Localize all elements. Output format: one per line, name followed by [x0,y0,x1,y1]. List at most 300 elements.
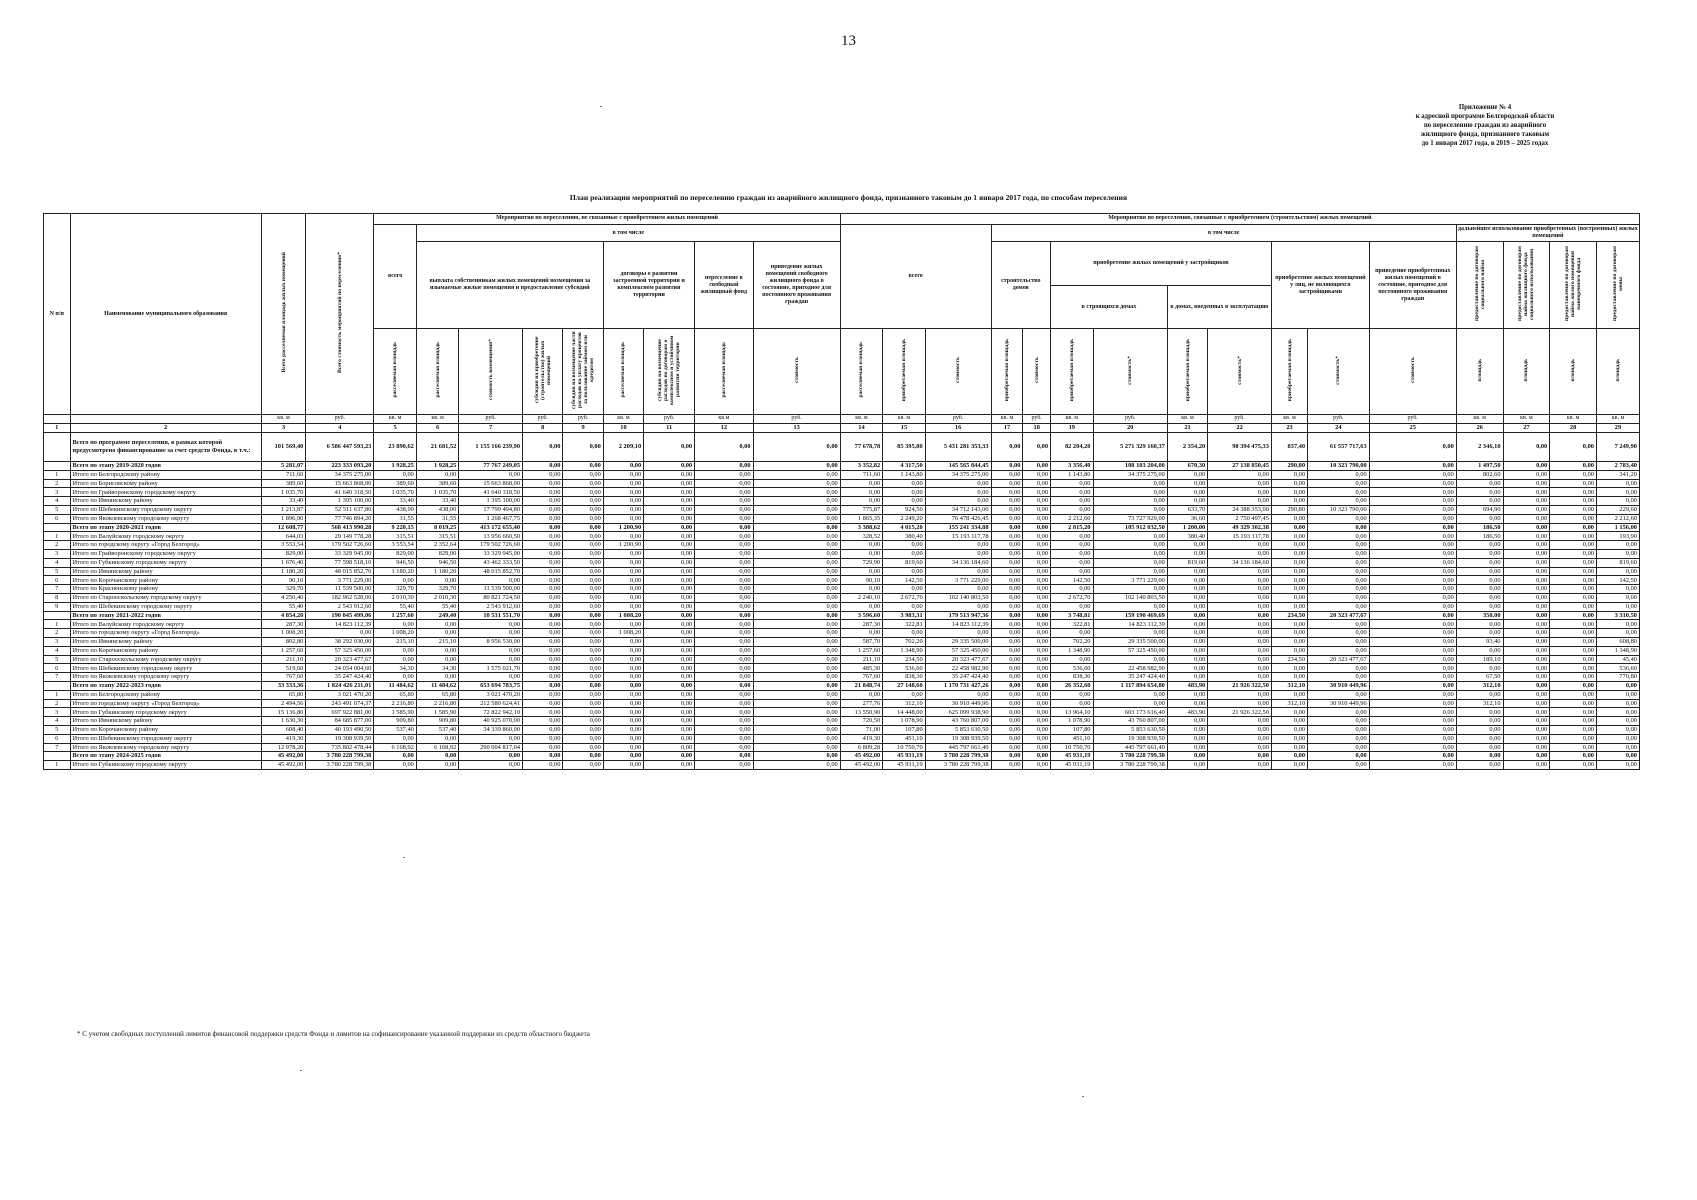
table-cell: 0,00 [925,585,991,594]
table-cell: 0,00 [644,637,695,646]
column-number: 9 [563,424,603,433]
scan-speck [1082,1096,1084,1097]
table-cell: 49 329 302,38 [1208,523,1272,532]
table-cell: 41 640 318,50 [459,488,523,497]
table-cell: 0,00 [1503,523,1550,532]
total-row [44,611,1640,620]
table-cell: 0,00 [523,602,563,611]
table-cell: 11 539 500,00 [459,585,523,594]
table-cell: 0,00 [459,470,523,479]
table-cell: 536,60 [1596,664,1639,673]
table-cell: 0,00 [1208,743,1272,752]
table-cell: 0,00 [1308,629,1370,638]
table-cell: 234,50 [883,655,925,664]
table-cell: 0,00 [1308,690,1370,699]
table-cell: 0,00 [563,532,603,541]
table-row [44,576,1640,585]
table-cell: 0,00 [1308,488,1370,497]
table-cell: 0,00 [1271,717,1307,726]
table-cell: 0,00 [883,629,925,638]
table-cell: 14 823 112,39 [306,620,374,629]
table-cell: 35 247 424,40 [925,673,991,682]
table-cell: 0,00 [603,567,643,576]
column-number: 8 [523,424,563,433]
table-cell: 0,00 [1051,699,1093,708]
table-cell: 0,00 [1023,717,1051,726]
table-cell: 0,00 [1023,462,1051,471]
table-cell: 0,00 [1503,479,1550,488]
header-total-area: Всего расселяемая площадь жилых помещений [261,214,306,415]
table-cell: 0,00 [603,734,643,743]
table-cell: 34 375 275,00 [306,470,374,479]
table-cell: 0,00 [1550,532,1597,541]
table-cell: 946,50 [374,558,416,567]
table-cell: 0,00 [1167,620,1207,629]
table-cell: 0,00 [644,470,695,479]
table-cell: 0,00 [603,699,643,708]
table-cell: 0,00 [603,505,643,514]
table-cell: 0,00 [1093,655,1167,664]
table-cell: 0,00 [695,637,753,646]
table-cell: 61 557 717,63 [1308,433,1370,462]
table-cell: 0,00 [563,752,603,761]
table-cell: 0,00 [1596,717,1639,726]
table-cell: 0,00 [1093,549,1167,558]
table-cell: 2 672,70 [1051,593,1093,602]
table-cell: 0,00 [1051,488,1093,497]
table-cell: 0,00 [1167,602,1207,611]
table-cell: 0,00 [753,725,840,734]
table-cell: 0,00 [644,681,695,690]
table-cell: 0,00 [563,743,603,752]
table-cell: 0,00 [1456,629,1503,638]
table-cell: 234,50 [1271,611,1307,620]
table-cell: 0,00 [563,593,603,602]
table-cell: 0,00 [1023,576,1051,585]
table-cell: 1 348,90 [1596,646,1639,655]
table-cell: 0,00 [991,629,1023,638]
table-cell: 0,00 [1456,576,1503,585]
table-cell: 20 323 477,67 [1308,611,1370,620]
table-cell: 43 760 807,00 [1093,717,1167,726]
table-cell: 24 388 353,00 [1208,505,1272,514]
table-cell: 1 170 731 427,26 [925,681,991,690]
table-cell: 0,00 [1167,734,1207,743]
table-cell: 287,30 [840,620,882,629]
table-cell: 0,00 [991,462,1023,471]
table-cell: 0,00 [563,611,603,620]
table-cell: 0,00 [1308,558,1370,567]
table-row [44,541,1640,550]
table-cell: 0,00 [1456,725,1503,734]
table-cell: 30 910 449,96 [925,699,991,708]
table-cell: 0,00 [1023,690,1051,699]
table-cell: 0,00 [1308,708,1370,717]
header-b-persons: приобретение жилых помещений у лиц, не являющихся застройщиками [1271,242,1369,329]
row-number: 2 [44,629,71,638]
table-cell: 568 413 990,28 [306,523,374,532]
table-cell: 0,00 [1023,479,1051,488]
table-cell: 829,00 [261,549,306,558]
table-cell: 0,00 [1167,479,1207,488]
table-cell: 0,00 [1308,541,1370,550]
table-cell: 0,00 [1308,593,1370,602]
table-cell: 0,00 [306,629,374,638]
table-cell: 2 010,30 [416,593,458,602]
table-cell: 0,00 [753,488,840,497]
table-cell: 229,60 [1596,505,1639,514]
row-number [44,462,71,471]
table-cell: 2 543 912,60 [459,602,523,611]
appendix-line: жилищного фонда, признанного таковым [1420,131,1550,138]
table-row [44,699,1640,708]
table-cell: 0,00 [1550,470,1597,479]
table-row [44,585,1640,594]
table-cell: 0,00 [563,433,603,462]
table-cell: 57 325 450,00 [925,646,991,655]
table-cell: 0,00 [644,433,695,462]
column-number: 16 [925,424,991,433]
table-cell: 45 492,00 [840,761,882,770]
table-cell: 193,90 [1596,532,1639,541]
table-cell: 0,00 [1023,497,1051,506]
table-cell: 23 890,62 [374,433,416,462]
table-cell: 1 824 426 211,01 [306,681,374,690]
table-cell: 0,00 [991,433,1023,462]
table-cell: 14 823 112,39 [925,620,991,629]
table-cell: 0,00 [1023,681,1051,690]
scan-speck [300,1070,302,1071]
table-cell: 0,00 [991,646,1023,655]
table-cell: 0,00 [695,549,753,558]
table-cell: 0,00 [523,576,563,585]
table-cell: 1 180,20 [416,567,458,576]
table-cell: 0,00 [1596,488,1639,497]
row-number: 5 [44,505,71,514]
table-cell: 0,00 [374,620,416,629]
table-cell: 3 771 229,00 [925,576,991,585]
subheader-cell: стоимость* [1308,329,1370,415]
table-cell: 0,00 [695,611,753,620]
table-cell: 0,00 [991,593,1023,602]
table-cell: 0,00 [991,717,1023,726]
table-cell: 1 180,20 [261,567,306,576]
subheader-cell: расселяемая площадь [416,329,458,415]
table-cell: 0,00 [695,488,753,497]
table-cell: 0,00 [1369,549,1456,558]
table-cell: 0,00 [753,637,840,646]
table-cell: 10 323 790,00 [1308,462,1370,471]
table-cell: 1 630,30 [261,717,306,726]
table-cell: 9 220,15 [374,523,416,532]
subheader-cell: стоимость [1023,329,1051,415]
table-cell: 419,30 [261,734,306,743]
table-cell: 0,00 [991,681,1023,690]
table-cell: 0,00 [1456,567,1503,576]
column-number: 1 [44,424,71,433]
table-cell: 0,00 [1271,479,1307,488]
table-cell: 603 173 616,40 [1093,708,1167,717]
table-cell: 0,00 [1503,690,1550,699]
header-b-dev-new: в строящихся домах [1051,286,1168,329]
table-cell: 102 140 803,50 [1093,593,1167,602]
municipality-name: Итого по Белгородскому району [70,690,261,699]
total-row [44,462,1640,471]
table-cell: 0,00 [1023,699,1051,708]
table-cell: 0,00 [1369,690,1456,699]
table-cell: 0,00 [644,541,695,550]
table-cell: 3 780 228 799,38 [306,752,374,761]
table-cell: 0,00 [695,620,753,629]
table-cell: 189,10 [1456,655,1503,664]
table-row [44,532,1640,541]
table-cell: 0,00 [883,497,925,506]
table-cell: 8 956 530,00 [459,637,523,646]
table-cell: 0,00 [753,514,840,523]
table-cell: 0,00 [563,462,603,471]
table-cell: 0,00 [1271,523,1307,532]
table-cell: 45 492,00 [261,752,306,761]
table-cell: 0,00 [1503,558,1550,567]
table-cell: 29 149 778,28 [306,532,374,541]
table-cell: 0,00 [1369,505,1456,514]
table-cell: 0,00 [563,761,603,770]
table-cell: 0,00 [563,637,603,646]
table-cell: 35 247 424,40 [1093,673,1167,682]
table-cell: 5 853 630,50 [925,725,991,734]
table-cell: 0,00 [1023,523,1051,532]
table-cell: 0,00 [1023,470,1051,479]
table-cell: 0,00 [1023,664,1051,673]
table-cell: 1 200,00 [1167,523,1207,532]
table-cell: 711,60 [840,470,882,479]
table-cell: 182 962 528,00 [306,593,374,602]
table-cell: 0,00 [459,673,523,682]
table-row [44,734,1640,743]
table-cell: 0,00 [644,558,695,567]
table-cell: 0,00 [1550,717,1597,726]
table-cell: 483,90 [1167,681,1207,690]
row-number [44,523,71,532]
table-cell: 0,00 [1456,541,1503,550]
table-cell: 1 200,90 [603,523,643,532]
column-number: 23 [1271,424,1307,433]
table-cell: 0,00 [695,602,753,611]
table-cell: 33,40 [374,497,416,506]
table-cell: 1 575 021,70 [459,664,523,673]
table-cell: 0,00 [1271,532,1307,541]
table-cell: 0,00 [1456,585,1503,594]
table-cell: 34,30 [374,664,416,673]
table-cell: 0,00 [753,664,840,673]
table-cell: 0,00 [603,620,643,629]
table-cell: 0,00 [753,505,840,514]
table-cell: 445 797 661,40 [925,743,991,752]
table-cell: 312,10 [1456,699,1503,708]
table-cell: 0,00 [1550,743,1597,752]
table-cell: 0,00 [1051,558,1093,567]
table-cell: 0,00 [753,558,840,567]
table-cell: 0,00 [1271,743,1307,752]
table-cell: 3 021 470,20 [306,690,374,699]
municipality-name: Итого по Корочанскому району [70,576,261,585]
table-cell: 0,00 [523,593,563,602]
table-cell: 0,00 [753,734,840,743]
table-cell: 0,00 [991,602,1023,611]
municipality-name: Итого по Грайворонскому городскому округу [70,549,261,558]
table-cell: 485,30 [840,664,882,673]
table-cell: 0,00 [1456,497,1503,506]
table-cell: 0,00 [1369,717,1456,726]
table-cell: 0,00 [1503,541,1550,550]
table-cell: 0,00 [374,734,416,743]
table-cell: 0,00 [753,681,840,690]
table-cell: 0,00 [1308,673,1370,682]
table-cell: 0,00 [1023,433,1051,462]
subheader-cell: расселяемая площадь [695,329,753,415]
table-cell: 1 008,20 [374,629,416,638]
table-cell: 0,00 [1550,462,1597,471]
table-cell: 102 140 803,50 [925,593,991,602]
table-cell: 0,00 [1208,646,1272,655]
table-cell: 0,00 [563,681,603,690]
table-cell: 1 268 467,75 [459,514,523,523]
table-cell: 0,00 [1208,673,1272,682]
table-cell: 45 931,19 [883,761,925,770]
table-cell: 0,00 [374,646,416,655]
table-cell: 1 008,20 [603,611,643,620]
row-number: 1 [44,761,71,770]
table-cell: 0,00 [644,479,695,488]
table-row [44,655,1640,664]
table-cell: 0,00 [753,497,840,506]
table-cell: 1 395 100,00 [459,497,523,506]
table-cell: 0,00 [644,664,695,673]
table-cell: 1 257,60 [374,611,416,620]
table-cell: 45 492,00 [840,752,882,761]
table-cell: 0,00 [416,752,458,761]
table-cell: 0,00 [925,567,991,576]
table-cell: 0,00 [1271,673,1307,682]
table-cell: 608,40 [261,725,306,734]
table-cell: 0,00 [1369,708,1456,717]
table-cell: 0,00 [1271,576,1307,585]
table-cell: 0,00 [991,699,1023,708]
table-cell: 0,00 [1503,532,1550,541]
table-cell: 0,00 [991,479,1023,488]
table-cell: 312,10 [1271,681,1307,690]
table-cell: 0,00 [991,576,1023,585]
unit-cell: кв. м [603,415,643,424]
table-cell: 0,00 [1369,462,1456,471]
table-cell: 0,00 [753,576,840,585]
table-cell: 0,00 [695,699,753,708]
table-cell: 3 780 228 799,38 [306,761,374,770]
table-cell: 1 676,40 [261,558,306,567]
municipality-name: Итого по Корочанскому району [70,646,261,655]
table-cell: 211,10 [261,655,306,664]
table-cell: 0,00 [1208,497,1272,506]
table-cell: 5 431 281 353,33 [925,433,991,462]
table-cell: 0,00 [695,743,753,752]
table-cell: 0,00 [1308,646,1370,655]
table-cell: 1 865,35 [840,514,882,523]
table-cell: 0,00 [1167,488,1207,497]
table-cell: 3 771 229,00 [1093,576,1167,585]
table-cell: 0,00 [459,629,523,638]
table-cell: 0,00 [1596,690,1639,699]
table-cell: 223 333 093,20 [306,462,374,471]
table-cell: 0,00 [563,734,603,743]
table-cell: 0,00 [1308,734,1370,743]
table-cell: 0,00 [1503,761,1550,770]
table-cell: 4 015,20 [883,523,925,532]
table-cell: 0,00 [603,752,643,761]
table-cell: 93,40 [1456,637,1503,646]
table-cell: 0,00 [459,646,523,655]
row-number: 7 [44,673,71,682]
table-cell: 1 896,90 [261,514,306,523]
table-cell: 12 608,77 [261,523,306,532]
table-row [44,558,1640,567]
table-cell: 145 565 844,45 [925,462,991,471]
table-cell: 0,00 [1456,593,1503,602]
table-row [44,673,1640,682]
table-cell: 0,00 [523,717,563,726]
table-cell: 0,00 [1051,567,1093,576]
table-cell: 0,00 [1369,637,1456,646]
table-cell: 0,00 [991,708,1023,717]
table-cell: 0,00 [523,752,563,761]
table-cell: 0,00 [1167,752,1207,761]
table-cell: 0,00 [695,752,753,761]
table-cell: 0,00 [1456,558,1503,567]
table-cell: 0,00 [1271,567,1307,576]
table-body [44,433,1640,770]
table-cell: 0,00 [991,523,1023,532]
table-cell: 0,00 [1550,576,1597,585]
table-cell: 0,00 [1550,690,1597,699]
table-cell: 0,00 [695,514,753,523]
column-number: 7 [459,424,523,433]
unit-cell: кв. м [883,415,925,424]
table-cell: 52 511 637,80 [306,505,374,514]
table-cell: 0,00 [1023,514,1051,523]
municipality-name: Итого по Валуйскому городскому округу [70,532,261,541]
table-cell: 0,00 [1208,752,1272,761]
table-cell: 0,00 [883,549,925,558]
table-cell: 2 249,20 [883,514,925,523]
table-cell: 653 694 783,75 [459,681,523,690]
table-cell: 909,80 [416,717,458,726]
table-cell: 0,00 [1456,620,1503,629]
table-cell: 33,40 [416,497,458,506]
table-cell: 644,03 [261,532,306,541]
table-cell: 0,00 [1550,585,1597,594]
table-cell: 0,00 [1271,664,1307,673]
municipality-name: Итого по Ивнянскому району [70,717,261,726]
table-cell: 0,00 [991,488,1023,497]
table-cell: 0,00 [523,699,563,708]
total-row [44,681,1640,690]
table-cell: 0,00 [1023,585,1051,594]
table-cell: 312,10 [883,699,925,708]
table-cell: 10 750,70 [1051,743,1093,752]
municipality-name: Итого по городскому округу «Город Белгород» [70,699,261,708]
table-cell: 215,10 [374,637,416,646]
table-cell: 0,00 [840,497,882,506]
subheader-cell: стоимость* [1208,329,1272,415]
